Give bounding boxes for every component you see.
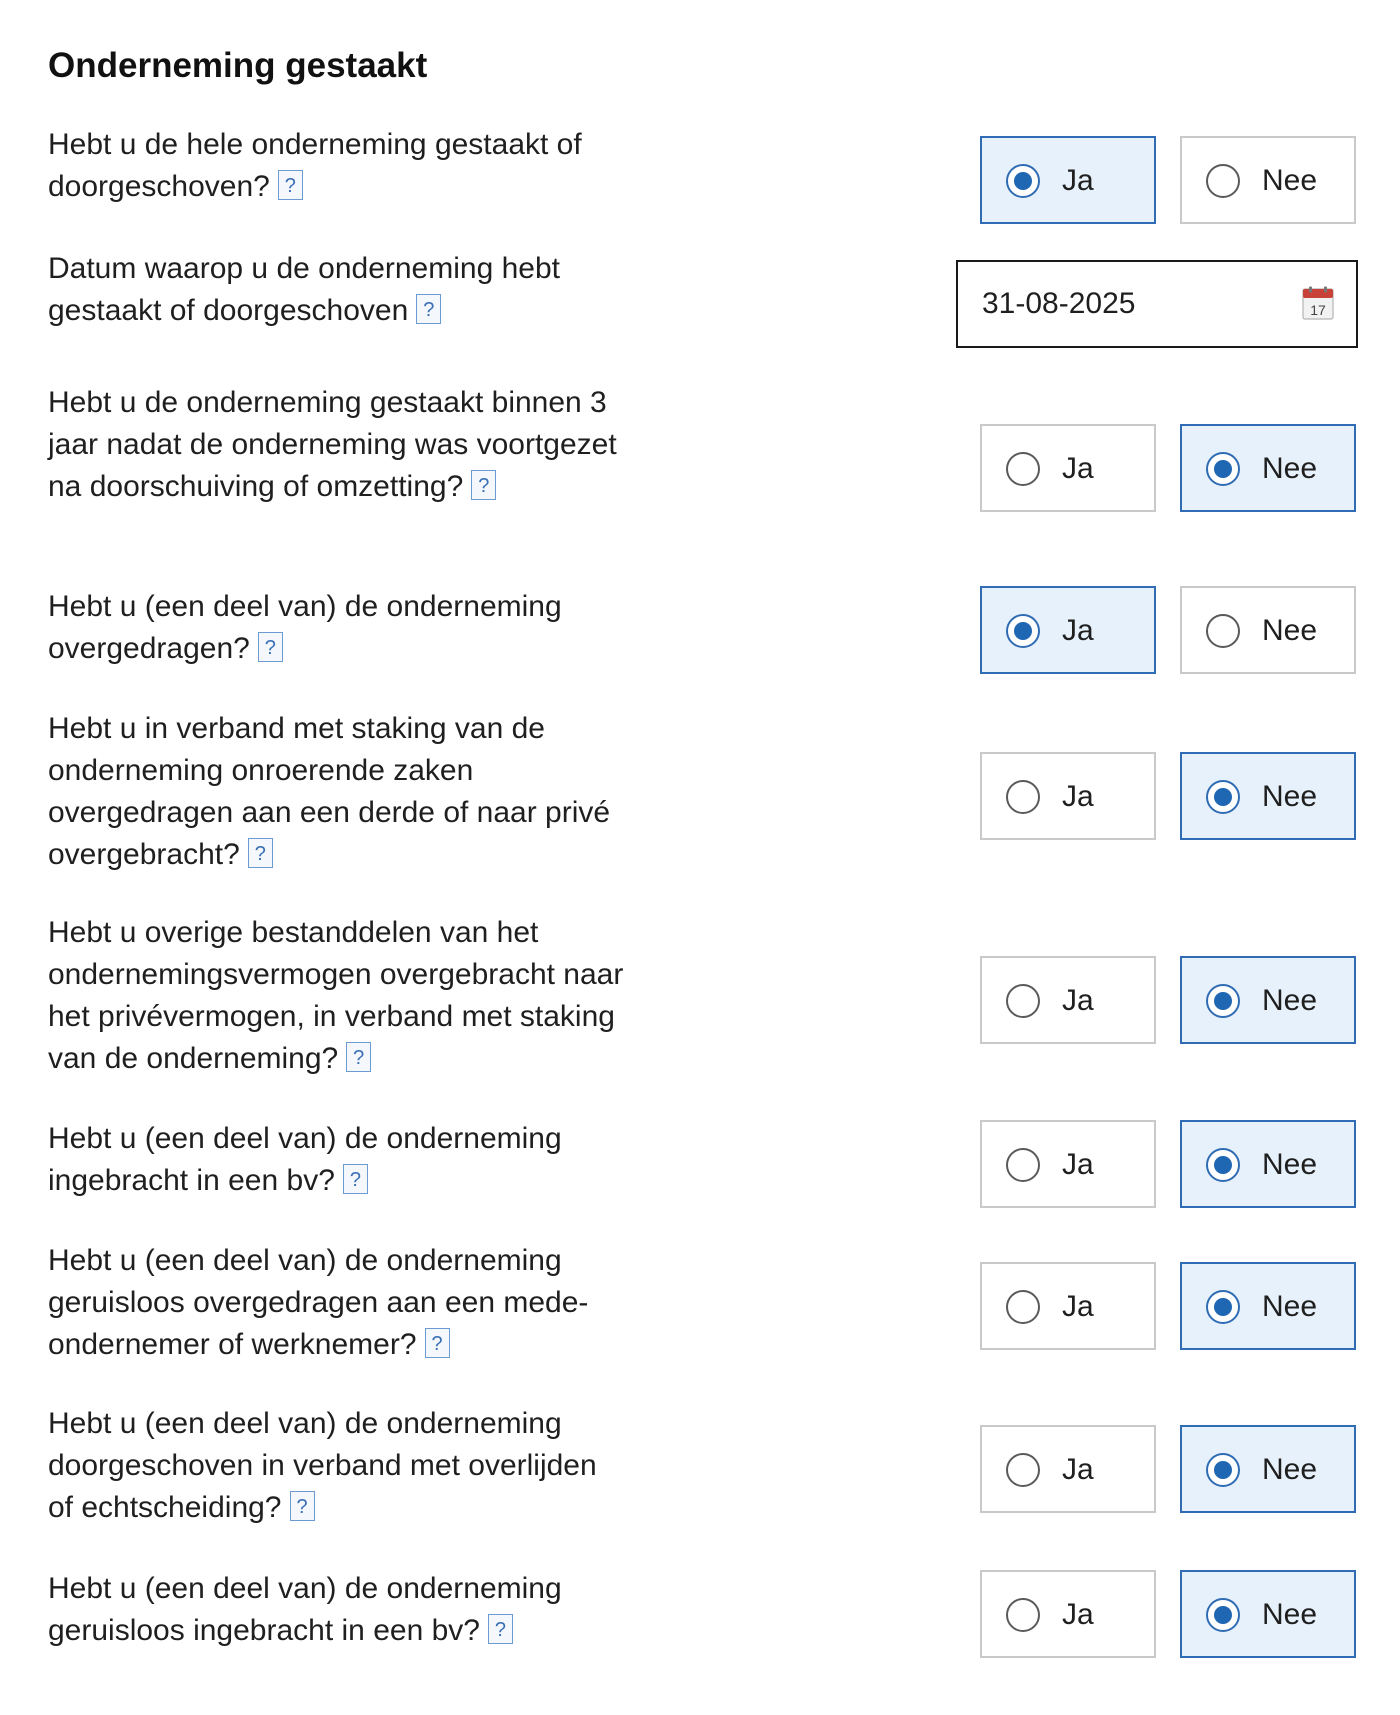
radio-label: Nee bbox=[1262, 1290, 1318, 1323]
radio-option-nee[interactable] bbox=[1180, 1425, 1356, 1513]
question-text-wrap bbox=[48, 1118, 628, 1202]
radio-circle-icon bbox=[1206, 1148, 1240, 1182]
radio-circle-icon bbox=[1006, 1453, 1040, 1487]
help-icon[interactable]: ? bbox=[290, 1491, 315, 1521]
radio-circle-icon bbox=[1006, 164, 1040, 198]
yes-no-radio-group bbox=[980, 1120, 1358, 1208]
help-icon[interactable]: ? bbox=[488, 1614, 513, 1644]
radio-option-nee[interactable] bbox=[1180, 956, 1356, 1044]
question-text: Hebt u in verband met staking van de onderneming onroerende zaken overgedragen aan een derde of naar privé overgebracht? bbox=[48, 712, 611, 871]
question-text: Hebt u (een deel van) de onderneming geruisloos ingebracht in een bv? bbox=[48, 1572, 562, 1647]
radio-label: Nee bbox=[1262, 780, 1318, 813]
radio-label: Nee bbox=[1262, 164, 1318, 197]
question-text: Datum waarop u de onderneming hebt gestaakt of doorgeschoven bbox=[48, 252, 560, 327]
radio-option-nee[interactable] bbox=[1180, 1262, 1356, 1350]
radio-option-nee[interactable] bbox=[1180, 752, 1356, 840]
radio-label: Ja bbox=[1062, 452, 1094, 485]
radio-circle-icon bbox=[1006, 1290, 1040, 1324]
radio-circle-icon bbox=[1006, 780, 1040, 814]
radio-option-nee[interactable] bbox=[1180, 1120, 1356, 1208]
question-text: Hebt u (een deel van) de onderneming geruisloos overgedragen aan een mede-ondernemer of werknemer? bbox=[48, 1244, 589, 1361]
radio-label: Ja bbox=[1062, 614, 1094, 647]
radio-option-ja[interactable] bbox=[980, 752, 1156, 840]
radio-circle-icon bbox=[1006, 614, 1040, 648]
radio-label: Ja bbox=[1062, 1148, 1094, 1181]
question-text-wrap bbox=[48, 248, 628, 332]
radio-circle-icon bbox=[1206, 780, 1240, 814]
question-text-wrap bbox=[48, 382, 628, 508]
radio-label: Nee bbox=[1262, 984, 1318, 1017]
date-value: 31-08-2025 bbox=[982, 287, 1136, 320]
question-text: Hebt u overige bestanddelen van het ondernemingsvermogen overgebracht naar het privévermogen, in verband met staking van de onderneming? bbox=[48, 916, 624, 1075]
help-icon[interactable]: ? bbox=[425, 1328, 450, 1358]
help-icon[interactable]: ? bbox=[471, 470, 496, 500]
radio-circle-icon bbox=[1006, 984, 1040, 1018]
question-text-wrap bbox=[48, 708, 628, 876]
radio-label: Ja bbox=[1062, 164, 1094, 197]
question-text-wrap bbox=[48, 912, 628, 1080]
question-text: Hebt u de hele onderneming gestaakt of doorgeschoven? bbox=[48, 128, 582, 203]
section-title: Onderneming gestaakt bbox=[48, 46, 428, 85]
radio-label: Nee bbox=[1262, 1148, 1318, 1181]
radio-option-nee[interactable] bbox=[1180, 136, 1356, 224]
radio-option-nee[interactable] bbox=[1180, 424, 1356, 512]
radio-circle-icon bbox=[1006, 452, 1040, 486]
help-icon[interactable]: ? bbox=[346, 1042, 371, 1072]
calendar-icon[interactable] bbox=[1302, 286, 1334, 320]
radio-option-ja[interactable] bbox=[980, 424, 1156, 512]
radio-option-ja[interactable] bbox=[980, 1570, 1156, 1658]
question-text-wrap bbox=[48, 1568, 628, 1652]
radio-circle-icon bbox=[1006, 1148, 1040, 1182]
radio-label: Ja bbox=[1062, 984, 1094, 1017]
yes-no-radio-group bbox=[980, 136, 1358, 224]
yes-no-radio-group bbox=[980, 1425, 1358, 1513]
calendar-icon-day: 17 bbox=[1310, 302, 1326, 318]
radio-label: Ja bbox=[1062, 1598, 1094, 1631]
radio-option-nee[interactable] bbox=[1180, 1570, 1356, 1658]
yes-no-radio-group bbox=[980, 1262, 1358, 1350]
yes-no-radio-group bbox=[980, 586, 1358, 674]
radio-label: Ja bbox=[1062, 1290, 1094, 1323]
radio-label: Ja bbox=[1062, 1453, 1094, 1486]
radio-option-ja[interactable] bbox=[980, 956, 1156, 1044]
radio-circle-icon bbox=[1206, 452, 1240, 486]
radio-circle-icon bbox=[1206, 1598, 1240, 1632]
question-text-wrap bbox=[48, 1403, 628, 1529]
radio-label: Nee bbox=[1262, 1453, 1318, 1486]
radio-option-ja[interactable] bbox=[980, 136, 1156, 224]
radio-option-ja[interactable] bbox=[980, 1262, 1156, 1350]
yes-no-radio-group bbox=[980, 1570, 1358, 1658]
yes-no-radio-group bbox=[980, 424, 1358, 512]
radio-label: Ja bbox=[1062, 780, 1094, 813]
radio-circle-icon bbox=[1206, 1453, 1240, 1487]
question-text: Hebt u (een deel van) de onderneming ingebracht in een bv? bbox=[48, 1122, 562, 1197]
question-text: Hebt u (een deel van) de onderneming overgedragen? bbox=[48, 590, 562, 665]
radio-label: Nee bbox=[1262, 1598, 1318, 1631]
question-text-wrap bbox=[48, 586, 628, 670]
help-icon[interactable]: ? bbox=[258, 632, 283, 662]
yes-no-radio-group bbox=[980, 956, 1358, 1044]
radio-option-ja[interactable] bbox=[980, 1120, 1156, 1208]
radio-label: Nee bbox=[1262, 452, 1318, 485]
yes-no-radio-group bbox=[980, 752, 1358, 840]
radio-option-ja[interactable] bbox=[980, 586, 1156, 674]
question-text-wrap bbox=[48, 1240, 628, 1366]
radio-circle-icon bbox=[1206, 984, 1240, 1018]
radio-circle-icon bbox=[1006, 1598, 1040, 1632]
radio-circle-icon bbox=[1206, 164, 1240, 198]
radio-option-ja[interactable] bbox=[980, 1425, 1156, 1513]
radio-circle-icon bbox=[1206, 614, 1240, 648]
question-text-wrap bbox=[48, 124, 628, 208]
help-icon[interactable]: ? bbox=[278, 170, 303, 200]
help-icon[interactable]: ? bbox=[248, 838, 273, 868]
date-input[interactable] bbox=[956, 260, 1358, 348]
radio-label: Nee bbox=[1262, 614, 1318, 647]
question-text: Hebt u (een deel van) de onderneming doorgeschoven in verband met overlijden of echtscheiding? bbox=[48, 1407, 597, 1524]
radio-option-nee[interactable] bbox=[1180, 586, 1356, 674]
radio-circle-icon bbox=[1206, 1290, 1240, 1324]
help-icon[interactable]: ? bbox=[343, 1164, 368, 1194]
question-text: Hebt u de onderneming gestaakt binnen 3 jaar nadat de onderneming was voortgezet na doorschuiving of omzetting? bbox=[48, 386, 617, 503]
help-icon[interactable]: ? bbox=[416, 294, 441, 324]
